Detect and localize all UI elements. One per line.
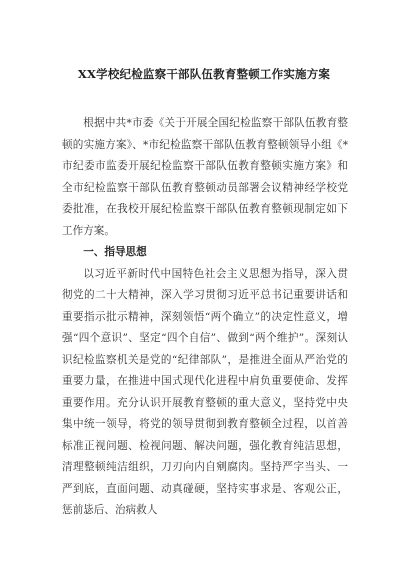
document-body — [62, 113, 348, 522]
section-paragraph: 以习近平新时代中国特色社会主义思想为指导，深入贯彻党的二十大精神，深入学习贯彻习近平总书记重要讲话和重要指示批示精神，深刻领悟“两个确立”的决定性意义，增强“四个意识”、坚定“四个自信”、做到“两个维护”。深刻认识纪检监察机关是党的“纪律部队”，是推进全面从严治党的重要力量，在推进中国式现代化进程中肩负重要使命、发挥重要作用。充分认识开展教育整顿的重大意义，坚持党中央集中统一领导，将党的领导贯彻到教育整顿全过程，以首善标准正视问题、检视问题、解决问题，强化教育纯洁思想，清理整顿纯洁组织，刀刃向内自剜腐肉。坚持严字当头、一严到底，直面问题、动真碰硬，坚持实事求是、客观公正，惩前毖后、治病救人 — [62, 267, 348, 516]
document-title: XX学校纪检监察干部队伍教育整顿工作实施方案 — [77, 67, 331, 81]
intro-paragraph: 根据中共*市委《关于开展全国纪检监察干部队伍教育整顿的实施方案》、*市纪检监察干部队伍教育整顿领导小组《*市纪委市监委开展纪检监察干部队伍教育整顿实施方案》和全市纪检监察干部队伍教育整顿动员部署会议精神经学校党委批准，在我校开展纪检监察干部队伍教育整顿现制定如下工作方案。 — [62, 117, 348, 237]
section-heading: 一、指导思想 — [83, 246, 147, 258]
